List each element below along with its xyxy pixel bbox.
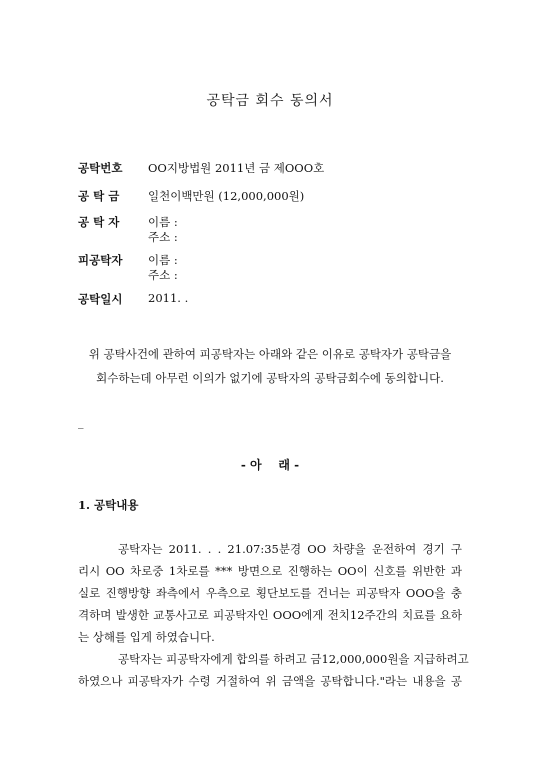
consent-statement-line-1: 위 공탁사건에 관하여 피공탁자는 아래와 같은 이유로 공탁자가 공탁금을 [88,347,452,361]
amount-label: 공 탁 금 [78,189,120,203]
consent-statement-line-2: 회수하는데 아무런 이의가 없기에 공탁자의 공탁금회수에 동의합니다. [96,371,444,385]
paragraph-line: 실로 진행방향 좌측에서 우측으로 횡단보도를 건너는 피공탁자 OOO을 충 [78,586,462,600]
deposited-party-name-line: 이름 : [148,253,178,267]
case-number-label: 공탁번호 [78,161,123,175]
case-number-value: OO지방법원 2011년 금 제OOO호 [148,161,325,175]
paragraph-line: 하였으나 피공탁자가 수령 거절하여 위 금액을 공탁합니다."라는 내용을 공 [78,674,462,688]
depositor-address-line: 주소 : [148,230,178,244]
deposited-party-label: 피공탁자 [78,253,123,267]
dash-mark: _ [78,416,84,429]
deposited-party-address-line: 주소 : [148,268,178,282]
amount-value: 일천이백만원 (12,000,000원) [148,189,305,203]
date-value: 2011. . [148,291,189,305]
depositor-name-line: 이름 : [148,215,178,229]
paragraph-line: 공탁자는 2011. . . 21.07:35분경 OO 차량을 운전하여 경기 구 [118,542,462,556]
section-heading: 1. 공탁내용 [78,498,139,512]
document-title: 공탁금 회수 동의서 [206,93,334,109]
section-subtitle: - 아 래 - [240,458,300,472]
paragraph-line: 격하며 발생한 교통사고로 피공탁자인 OOO에게 전치12주간의 치료를 요하 [78,608,462,622]
paragraph-line: 리시 OO 차로중 1차로를 *** 방면으로 진행하는 OO이 신호를 위반한 과 [78,564,462,578]
paragraph-line: 는 상해를 입게 하였습니다. [78,630,215,644]
paragraph-line: 공탁자는 피공탁자에게 합의를 하려고 금12,000,000원을 지급하려고 [118,652,469,666]
date-label: 공탁일시 [78,292,123,306]
depositor-label: 공 탁 자 [78,215,120,229]
